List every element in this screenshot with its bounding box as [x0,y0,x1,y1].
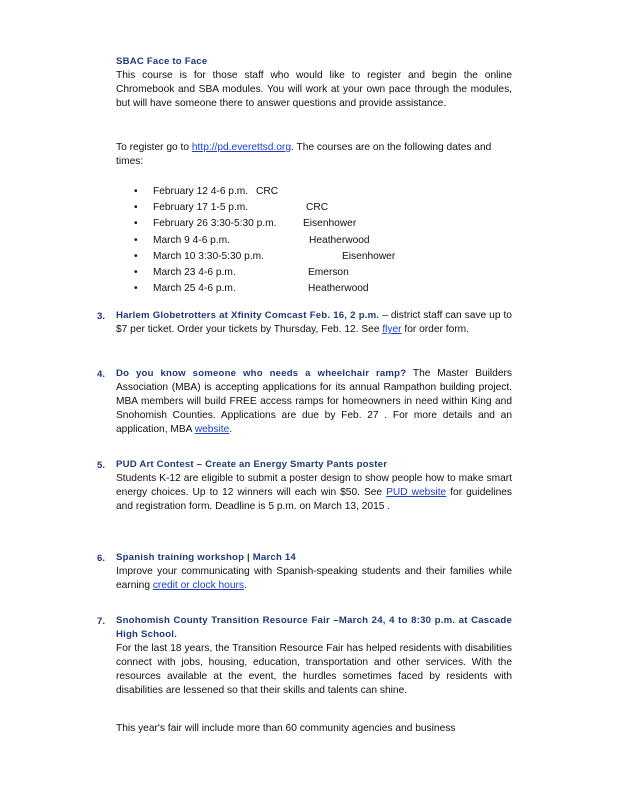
bullet-icon: • [134,234,138,246]
item-number: 4. [97,369,106,380]
bullet-icon: • [134,250,138,262]
register-prefix: To register go to [116,142,192,153]
date-time: February 26 3:30-5:30 p.m. [153,218,277,230]
item-heading: PUD Art Contest – Create an Energy Smarty Pants poster [116,459,388,470]
credit-hours-link[interactable]: credit or clock hours [152,580,244,591]
sbac-body: This course is for those staff who would like to register and begin the online Chromebook and SBA modules. You will work at your own pace through the modules, but will have someone there to answer questions and provide assistance. [116,70,512,109]
date-time: February 12 4-6 p.m. [153,186,249,197]
location: Heatherwood [309,234,370,246]
register-suffix: . The courses are on the following dates and times: [116,142,492,167]
register-link[interactable]: http://pd.everettsd.org [191,142,291,153]
sbac-heading: SBAC Face to Face [116,56,208,67]
location: Emerson [308,266,349,278]
item-text: Students K-12 are eligible to submit a poster design to show people how to make smart energy choices. Up to 12 winners will each win $50. See [116,473,512,498]
item-heading: Snohomish County Transition Resource Fair –March 24, 4 to 8:30 p.m. at Cascade High School. [116,615,512,640]
item-4 [116,367,512,437]
bullet-icon: • [134,266,138,278]
item-7 [116,614,512,698]
item-text: The Master Builders Association (MBA) is accepting applications for its annual Rampathon building project. MBA members will build FREE access ramps for homeowners in need within King and Snohomish Counties. Applications are due by Feb. 27 . For more details and an application, MBA [116,368,512,435]
location: CRC [306,202,329,214]
location: CRC [256,186,279,197]
item-text-end: . [229,424,233,435]
item-7-extra: This year's fair will include more than 60 community agencies and business [116,723,456,734]
date-time: February 17 1-5 p.m. [153,202,249,214]
website-link[interactable]: website [194,424,230,435]
item-text-end: for order form. [401,324,469,335]
location: Eisenhower [342,250,396,262]
sbac-section [116,55,512,111]
date-time: March 9 4-6 p.m. [153,234,230,246]
date-time: March 10 3:30-5:30 p.m. [153,250,264,262]
item-number: 3. [97,311,106,322]
pud-website-link[interactable]: PUD website [386,487,447,498]
item-text: Improve your communicating with Spanish-speaking students and their families while earning [116,566,512,591]
item-5 [116,458,512,514]
bullet-icon: • [134,283,138,295]
item-number: 7. [97,616,106,627]
item-3 [116,309,512,337]
item-number: 6. [97,553,106,564]
flyer-link[interactable]: flyer [382,324,402,335]
item-number: 5. [97,460,106,471]
location: Eisenhower [303,218,357,230]
date-time: March 25 4-6 p.m. [153,283,236,295]
location: Heatherwood [308,283,369,295]
item-text-end: for guidelines and registration form. Deadline is 5 p.m. on March 13, 2015 . [116,487,512,512]
bullet-icon: • [134,186,138,197]
item-6 [116,551,512,593]
item-text: For the last 18 years, the Transition Resource Fair has helped residents with disabilities connect with jobs, housing, education, transportation and other services. With the resources available at the event, the hurdles sometimes faced by residents with disabilities are lessened so that their skills and talents can shine. [116,643,512,696]
bullet-icon: • [134,218,138,230]
item-heading: Harlem Globetrotters at Xfinity Comcast Feb. 16, 2 p.m. [116,310,380,321]
bullet-icon: • [134,202,138,214]
item-text-end: . [243,580,247,591]
date-time: March 23 4-6 p.m. [153,266,236,278]
sbac-register [116,141,512,169]
item-heading: Spanish training workshop | March 14 [116,552,296,563]
item-heading: Do you know someone who needs a wheelchair ramp? [116,368,407,379]
item-text: – district staff can save up to $7 per ticket. Order your tickets by Thursday, Feb. 12. See [116,310,512,335]
